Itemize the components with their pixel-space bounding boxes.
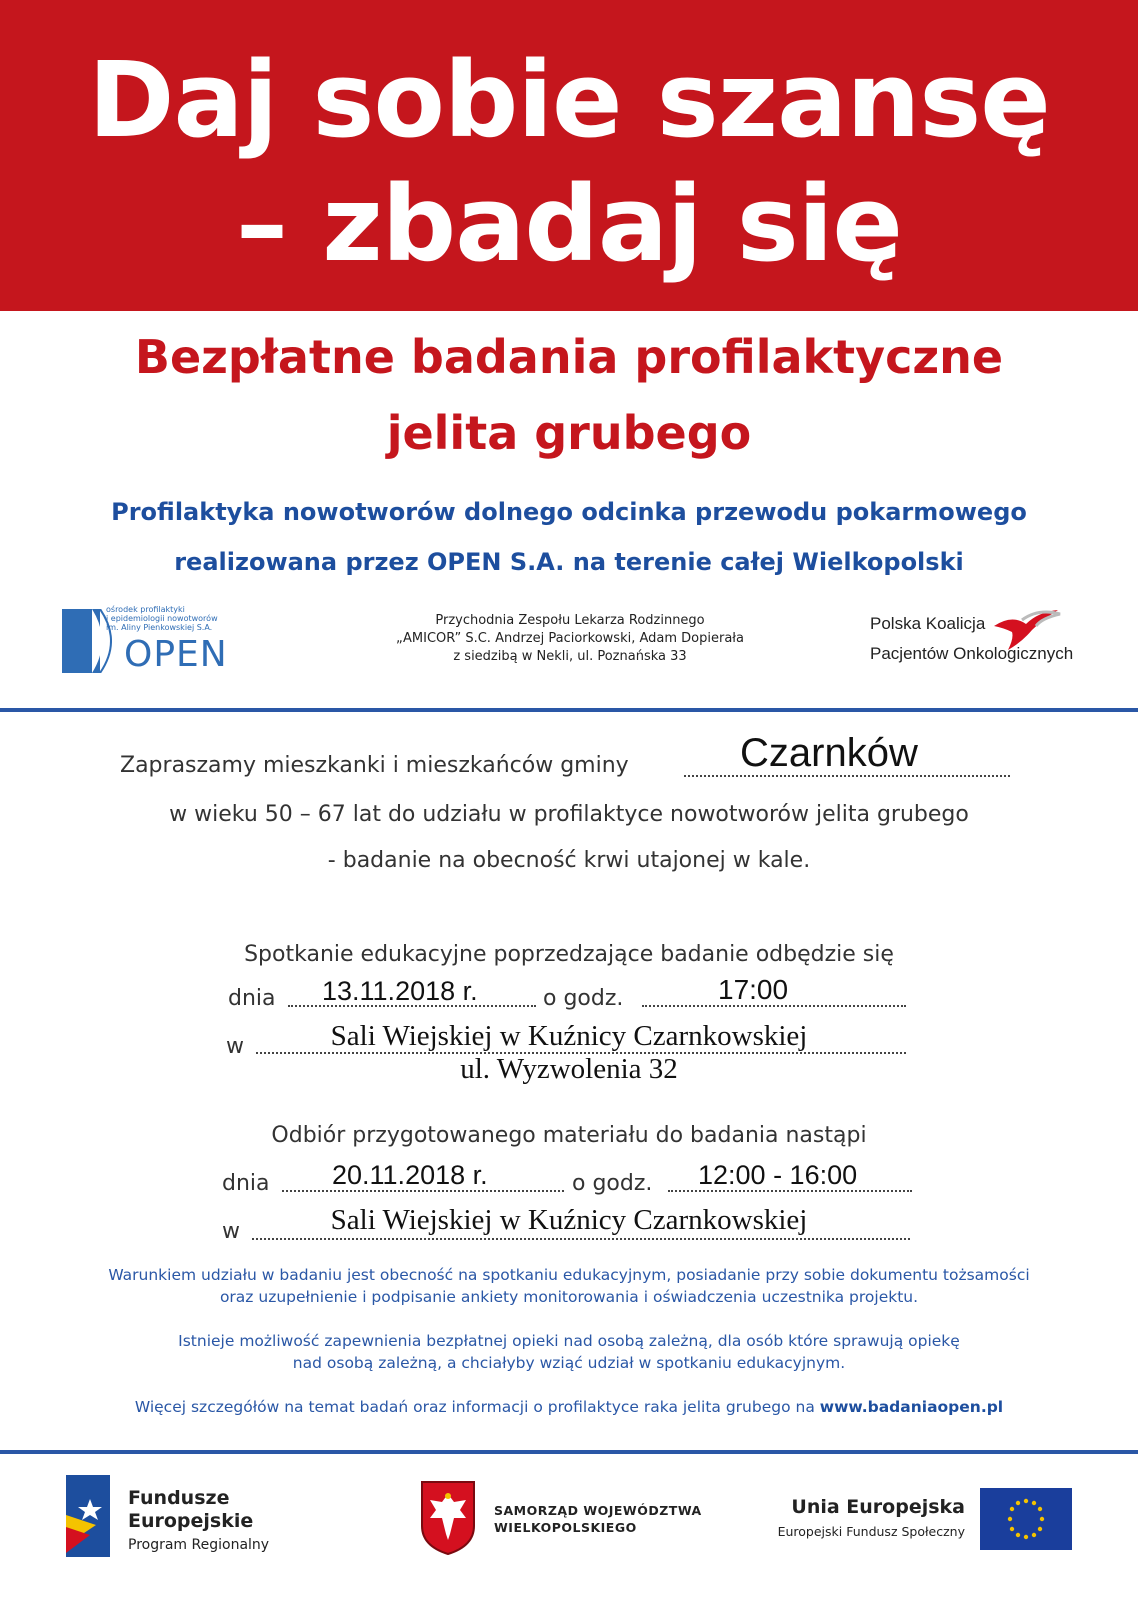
- gmina-dotted-line: [684, 775, 1010, 777]
- pkpo-line1: Polska Koalicja: [870, 614, 986, 633]
- more-info-text: Więcej szczegółów na temat badań oraz informacji o profilaktyce raka jelita grubego na: [134, 1398, 815, 1416]
- samorzad-text: SAMORZĄD WOJEWÓDZTWA WIELKOPOLSKIEGO: [494, 1503, 702, 1535]
- pickup-time-dotted-line: [668, 1190, 912, 1192]
- fe-subtitle: Program Regionalny: [128, 1537, 270, 1553]
- ue-subtitle: Europejski Fundusz Społeczny: [777, 1524, 965, 1539]
- pkpo-line2: Pacjentów Onkologicznych: [870, 644, 1074, 663]
- fe-title: Fundusze Europejskie: [128, 1487, 254, 1532]
- eu-flag-icon: [980, 1488, 1072, 1550]
- divider-top: [0, 708, 1138, 712]
- meeting-place-label: w: [226, 1034, 244, 1059]
- more-info-note: [0, 1396, 1138, 1418]
- eu-funds-star-icon: [66, 1475, 114, 1557]
- condition-note: Warunkiem udziału w badaniu jest obecność na spotkaniu edukacyjnym, posiadanie przy sobie dokumentu tożsamości oraz uzupełnienie i podpisanie ankiety monitorowania i oświadczenia uczestnika projektu.: [108, 1266, 1030, 1306]
- pickup-date-label: dnia: [222, 1171, 270, 1196]
- meeting-place-line1: Sali Wiejskiej w Kuźnicy Czarnkowskiej: [330, 1020, 808, 1052]
- invitation-prefix: Zapraszamy mieszkanki i mieszkańców gminy: [120, 753, 629, 778]
- fundusze-europejskie-logo: [66, 1475, 296, 1557]
- pickup-date-dotted-line: [282, 1190, 564, 1192]
- care-note: Istnieje możliwość zapewnienia bezpłatnej opieki nad osobą zależną, dla osób które sprawują opiekę nad osobą zależną, a chciałyby wziąć udział w spotkaniu edukacyjnym.: [178, 1332, 960, 1372]
- divider-bottom: [0, 1450, 1138, 1454]
- ue-title: Unia Europejska: [791, 1496, 965, 1518]
- main-title-line2: jelita grubego: [386, 406, 752, 460]
- meeting-place-line2: ul. Wyzwolenia 32: [460, 1053, 678, 1085]
- clinic-info: Przychodnia Zespołu Lekarza Rodzinnego „AMICOR” S.C. Andrzej Paciorkowski, Adam Dopierała z siedzibą w Nekli, ul. Poznańska 33: [396, 613, 744, 664]
- banner-title-line1: Daj sobie szansę: [88, 39, 1050, 161]
- unia-europejska-logo: [765, 1488, 1075, 1552]
- main-title-line1: Bezpłatne badania profilaktyczne: [134, 330, 1004, 384]
- website-link[interactable]: www.badaniaopen.pl: [819, 1398, 1004, 1416]
- subtitle-line2: realizowana przez OPEN S.A. na terenie całej Wielkopolski: [174, 548, 964, 576]
- open-logo-name: OPEN: [124, 634, 228, 675]
- pickup-time-value: 12:00 - 16:00: [698, 1160, 858, 1190]
- invitation-line3: - badanie na obecność krwi utajonej w kale.: [327, 848, 811, 873]
- pkpo-logo: [870, 612, 1090, 666]
- open-logo: [62, 605, 242, 675]
- samorzad-logo: [420, 1480, 710, 1560]
- meeting-date-label: dnia: [228, 986, 276, 1011]
- pickup-heading: Odbiór przygotowanego materiału do badania nastąpi: [271, 1123, 867, 1148]
- white-eagle-crest-icon: [420, 1480, 476, 1556]
- gmina-value: Czarnków: [740, 731, 918, 775]
- pickup-time-label: o godz.: [572, 1171, 653, 1196]
- subtitle-line1: Profilaktyka nowotworów dolnego odcinka przewodu pokarmowego: [111, 498, 1027, 526]
- swallow-bird-icon: [992, 608, 1062, 652]
- invitation-line2: w wieku 50 – 67 lat do udziału w profilaktyce nowotworów jelita grubego: [169, 802, 969, 827]
- meeting-date-value: 13.11.2018 r.: [322, 976, 478, 1006]
- pickup-place-value: Sali Wiejskiej w Kuźnicy Czarnkowskiej: [330, 1204, 808, 1236]
- open-logo-caption: ośrodek profilaktyki i epidemiologii nowotworów im. Aliny Pienkowskiej S.A.: [106, 605, 218, 632]
- pickup-place-dotted-line: [252, 1238, 910, 1240]
- meeting-time-value: 17:00: [718, 974, 789, 1005]
- meeting-time-label: o godz.: [543, 986, 624, 1011]
- banner-title-line2: – zbadaj się: [236, 163, 902, 285]
- meeting-heading: Spotkanie edukacyjne poprzedzające badanie odbędzie się: [244, 942, 894, 967]
- pickup-date-value: 20.11.2018 r.: [332, 1160, 488, 1190]
- pickup-place-label: w: [222, 1219, 240, 1244]
- meeting-time-dotted-line: [642, 1005, 906, 1007]
